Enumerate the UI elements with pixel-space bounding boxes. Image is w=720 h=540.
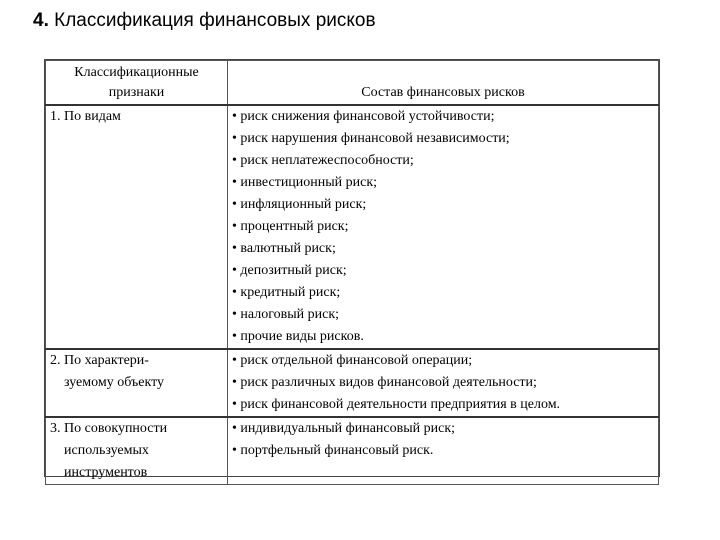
- row-criteria: [46, 105, 228, 349]
- criteria-line: 1. По видам: [50, 108, 121, 124]
- list-item: • риск нарушения финансовой независимости;: [232, 128, 654, 150]
- criteria-line: 2. По характери-: [50, 352, 149, 368]
- table-row: [46, 349, 659, 417]
- list-item: • кредитный риск;: [232, 282, 654, 304]
- header-criteria-line2: признаки: [108, 85, 165, 100]
- row-risks: [228, 417, 659, 485]
- header-composition: Состав финансовых рисков: [228, 61, 659, 105]
- table-row: [46, 417, 659, 485]
- criteria-line: зуемому объекту: [64, 374, 164, 390]
- criteria-line: используемых: [64, 442, 149, 458]
- slide-title-text: Классификация финансовых рисков: [54, 10, 376, 31]
- list-item: • прочие виды рисков.: [232, 326, 654, 348]
- header-criteria-line1: Классификационные: [74, 65, 199, 80]
- list-item: • риск отдельной финансовой операции;: [232, 350, 654, 372]
- risk-classification-table: [44, 59, 660, 480]
- slide-number: 4.: [33, 10, 49, 31]
- row-criteria: [46, 417, 228, 485]
- list-item: • риск неплатежеспособности;: [232, 150, 654, 172]
- slide-title: [33, 10, 376, 32]
- row-risks: [228, 105, 659, 349]
- table-header-row: [46, 61, 659, 105]
- row-risks: [228, 349, 659, 417]
- list-item: • риск снижения финансовой устойчивости;: [232, 106, 654, 128]
- list-item: • валютный риск;: [232, 238, 654, 260]
- row-criteria: [46, 349, 228, 417]
- list-item: • индивидуальный финансовый риск;: [232, 418, 654, 440]
- table-row: [46, 105, 659, 349]
- list-item: • инвестиционный риск;: [232, 172, 654, 194]
- list-item: • депозитный риск;: [232, 260, 654, 282]
- criteria-line: инструментов: [64, 464, 148, 480]
- list-item: • риск различных видов финансовой деятельности;: [232, 372, 654, 394]
- list-item: • налоговый риск;: [232, 304, 654, 326]
- list-item: • портфельный финансовый риск.: [232, 440, 654, 462]
- list-item: • процентный риск;: [232, 216, 654, 238]
- list-item: • риск финансовой деятельности предприятия в целом.: [232, 394, 654, 416]
- header-criteria: [46, 61, 228, 105]
- criteria-line: 3. По совокупности: [50, 420, 168, 436]
- list-item: • инфляционный риск;: [232, 194, 654, 216]
